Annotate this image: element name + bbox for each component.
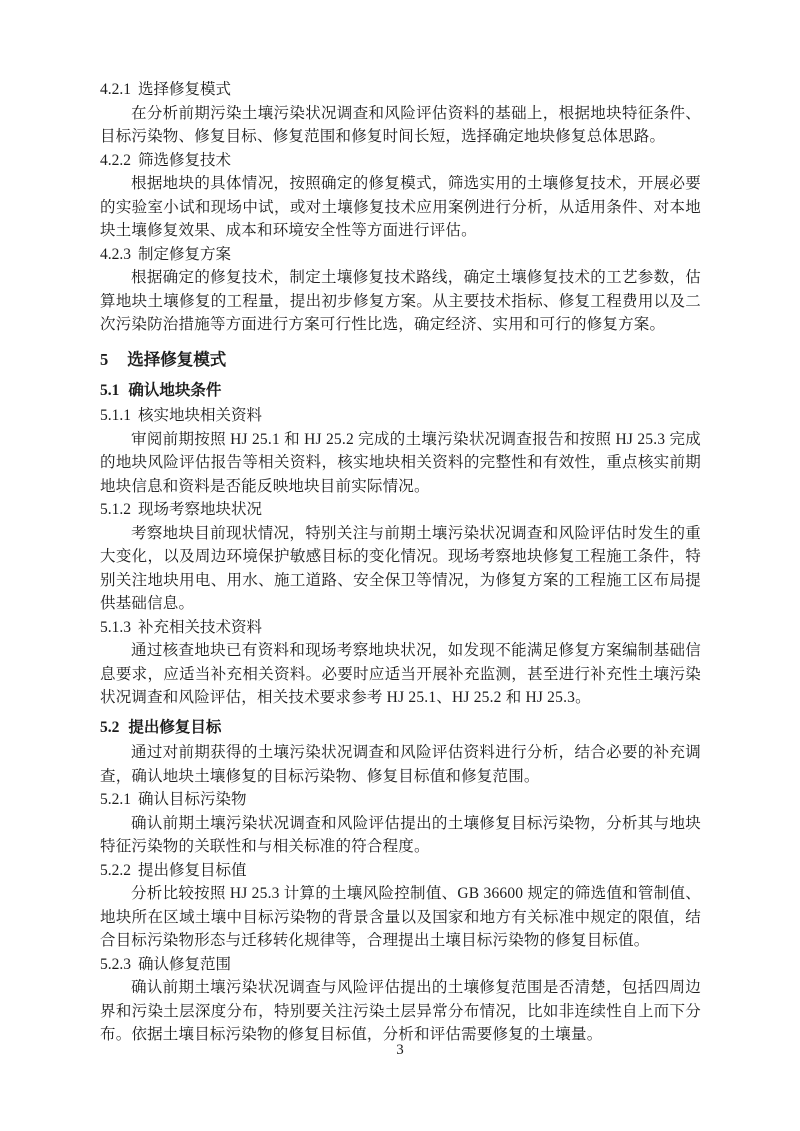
paragraph: 分析比较按照 HJ 25.3 计算的土壤风险控制值、GB 36600 规定的筛选值和管制值、地块所在区域土壤中目标污染物的背景含量以及国家和地方有关标准中规定的限值，结合目标污染物形态与迁移转化规律等，合理提出土壤目标污染物的修复目标值。 xyxy=(100,885,701,949)
paragraph: 确认前期土壤污染状况调查与风险评估提出的土壤修复范围是否清楚，包括四周边界和污染土层深度分布，特别要关注污染土层异常分布情况，比如非连续性自上而下分布。依据土壤目标污染物的修复目标值，分析和评估需要修复的土壤量。 xyxy=(100,979,701,1043)
section-heading-5.1.3 xyxy=(100,616,701,640)
section-number: 5.1.3 xyxy=(100,618,131,636)
section-heading-5.1.2 xyxy=(100,498,701,522)
section-title: 选择修复模式 xyxy=(138,81,232,98)
section-heading-4.2.1 xyxy=(100,78,701,102)
section-number: 5.2.1 xyxy=(100,791,131,808)
paragraph: 根据确定的修复技术，制定土壤修复技术路线，确定土壤修复技术的工艺参数，估算地块土壤修复的工程量，提出初步修复方案。从主要技术指标、修复工程费用以及二次污染防治措施等方面进行方案可行性比选，确定经济、实用和可行的修复方案。 xyxy=(100,269,701,333)
paragraph: 根据地块的具体情况，按照确定的修复模式，筛选实用的土壤修复技术，开展必要的实验室小试和现场中试，或对土壤修复技术应用案例进行分析，从适用条件、对本地块土壤修复效果、成本和环境安全性等方面进行评估。 xyxy=(100,175,701,239)
section-number: 4.2.1 xyxy=(100,81,131,98)
document-body xyxy=(100,78,701,1047)
section-title: 确认目标污染物 xyxy=(138,791,247,808)
section-heading-5.2.1 xyxy=(100,788,701,812)
paragraph: 通过对前期获得的土壤污染状况调查和风险评估资料进行分析，结合必要的补充调查，确认地块土壤修复的目标污染物、修复目标值和修复范围。 xyxy=(100,744,701,785)
paragraph: 在分析前期污染土壤污染状况调查和风险评估资料的基础上，根据地块特征条件、目标污染物、修复目标、修复范围和修复时间长短，选择确定地块修复总体思路。 xyxy=(100,104,701,145)
section-heading-5.2.3 xyxy=(100,953,701,977)
chapter-number: 5 xyxy=(100,349,109,369)
section-title: 现场考察地块状况 xyxy=(138,501,263,518)
section-heading-5.2.2 xyxy=(100,859,701,883)
section-title: 筛选修复技术 xyxy=(138,151,232,169)
section-title: 核实地块相关资料 xyxy=(138,407,263,424)
section-number: 5.2.3 xyxy=(100,955,131,973)
section-heading-5.1.1 xyxy=(100,404,701,428)
section-title: 补充相关技术资料 xyxy=(138,618,263,636)
paragraph: 通过核查地块已有资料和现场考察地块状况，如发现不能满足修复方案编制基础信息要求，应适当补充相关资料。必要时应适当开展补充监测，甚至进行补充性土壤污染状况调查和风险评估，相关技术要求参考 HJ 25.1、HJ 25.2 和 HJ 25.3。 xyxy=(100,642,701,706)
section-title: 提出修复目标 xyxy=(128,718,222,736)
section-number: 5.2.2 xyxy=(100,861,131,879)
section-number: 5.2 xyxy=(100,718,120,736)
section-number: 4.2.2 xyxy=(100,151,131,169)
section-number: 4.2.3 xyxy=(100,245,131,263)
section-heading-5.1 xyxy=(100,379,701,403)
paragraph: 确认前期土壤污染状况调查和风险评估提出的土壤修复目标污染物，分析其与地块特征污染物的关联性和与相关标准的符合程度。 xyxy=(100,814,701,855)
section-title: 确认修复范围 xyxy=(138,955,232,973)
section-number: 5.1 xyxy=(100,381,120,399)
chapter-title: 选择修复模式 xyxy=(127,350,227,369)
section-title: 制定修复方案 xyxy=(138,245,232,263)
section-number: 5.1.1 xyxy=(100,407,131,424)
section-number: 5.1.2 xyxy=(100,501,131,518)
section-heading-4.2.2 xyxy=(100,149,701,173)
section-title: 确认地块条件 xyxy=(128,381,222,399)
section-heading-5.2 xyxy=(100,716,701,740)
page-number: 3 xyxy=(396,1042,404,1058)
paragraph: 考察地块目前现状情况，特别关注与前期土壤污染状况调查和风险评估时发生的重大变化，以及周边环境保护敏感目标的变化情况。现场考察地块修复工程施工条件，特别关注地块用电、用水、施工道路、安全保卫等情况，为修复方案的工程施工区布局提供基础信息。 xyxy=(100,524,701,612)
section-heading-4.2.3 xyxy=(100,243,701,267)
chapter-heading-5 xyxy=(100,347,701,373)
paragraph: 审阅前期按照 HJ 25.1 和 HJ 25.2 完成的土壤污染状况调查报告和按照 HJ 25.3 完成的地块风险评估报告等相关资料，核实地块相关资料的完整性和有效性，重点核实前期地块信息和资料是否能反映地块目前实际情况。 xyxy=(100,430,701,495)
section-title: 提出修复目标值 xyxy=(138,861,247,879)
